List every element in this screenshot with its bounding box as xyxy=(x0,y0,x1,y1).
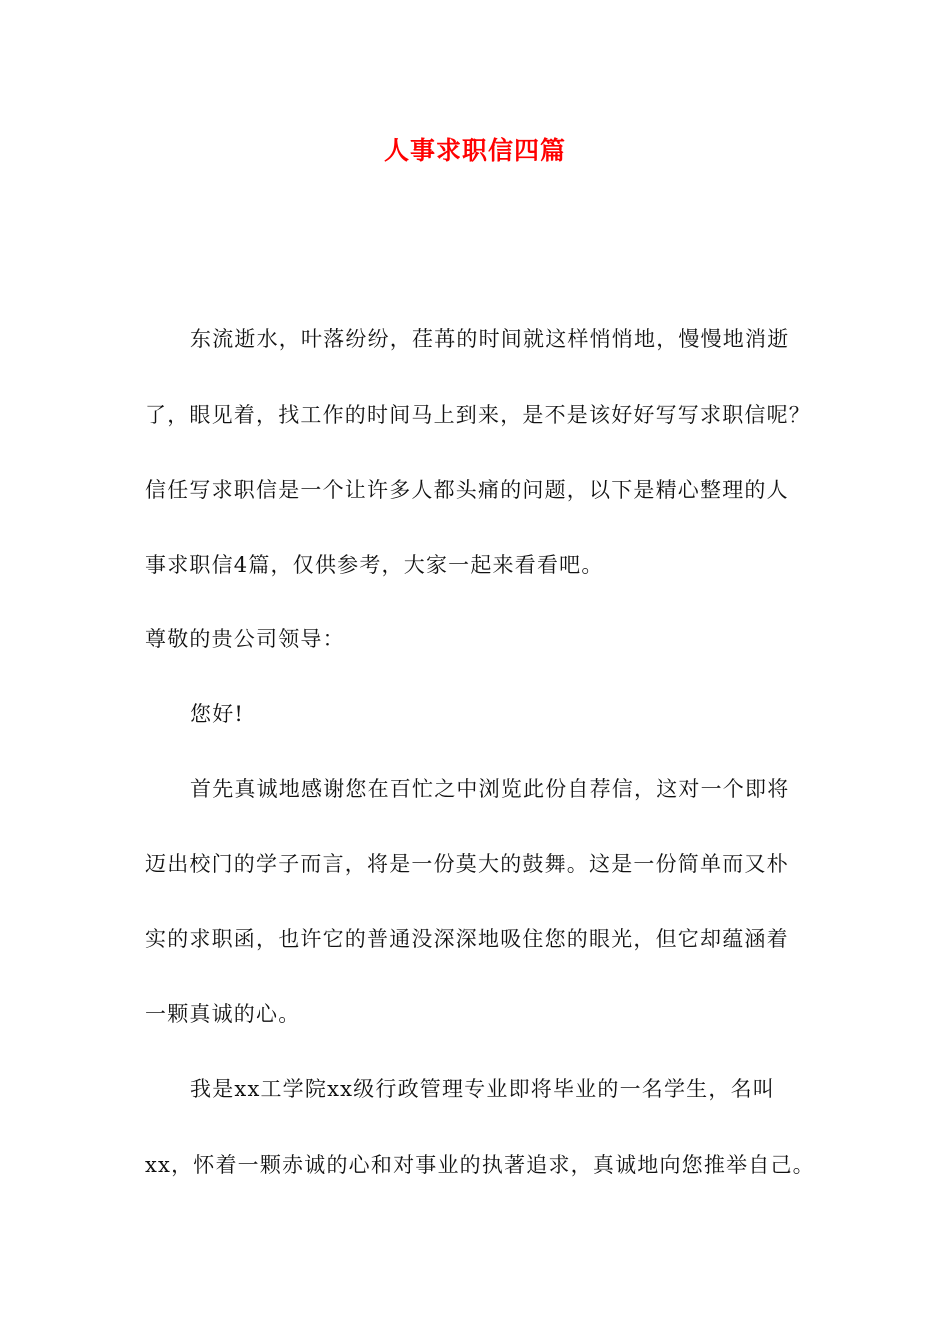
document-title: 人事求职信四篇 xyxy=(383,136,566,165)
paragraph-line: 信任写求职信是一个让许多人都头痛的问题，以下是精心整理的人 xyxy=(145,478,789,502)
salutation: 尊敬的贵公司领导： xyxy=(145,627,345,651)
paragraph-line: 一颗真诚的心。 xyxy=(145,1002,301,1026)
paragraph-line: 我是xx工学院xx级行政管理专业即将毕业的一名学生，名叫 xyxy=(190,1077,775,1101)
paragraph-line: 迈出校门的学子而言，将是一份莫大的鼓舞。这是一份简单而又朴 xyxy=(145,852,789,876)
paragraph-line: 事求职信4篇，仅供参考，大家一起来看看吧。 xyxy=(145,553,604,577)
paragraph-line: 首先真诚地感谢您在百忙之中浏览此份自荐信，这对一个即将 xyxy=(190,777,790,801)
paragraph-line: 了，眼见着，找工作的时间马上到来，是不是该好好写写求职信呢？ xyxy=(145,403,811,427)
paragraph-line: 实的求职函，也许它的普通没深深地吸住您的眼光，但它却蕴涵着 xyxy=(145,927,789,951)
paragraph-line: xx，怀着一颗赤诚的心和对事业的执著追求，真诚地向您推举自己。 xyxy=(145,1153,815,1177)
greeting: 您好! xyxy=(190,702,245,726)
paragraph-line: 东流逝水，叶落纷纷，荏苒的时间就这样悄悄地，慢慢地消逝 xyxy=(190,327,790,351)
